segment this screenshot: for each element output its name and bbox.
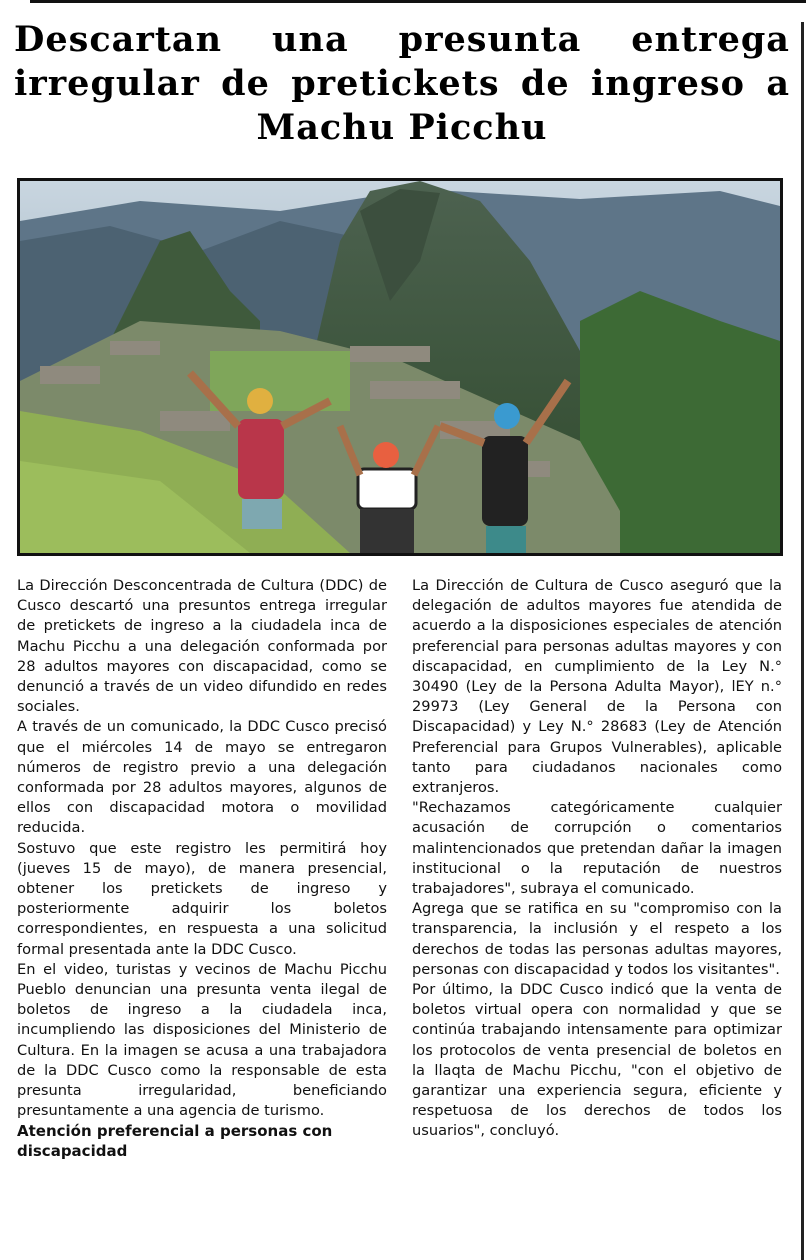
paragraph: A través de un comunicado, la DDC Cusco precisó que el miércoles 14 de mayo se entregaron números de registro previo a una delegación conformada por 28 adultos mayores, algunos de ellos con discapacidad motora o movilidad reducida.	[17, 718, 387, 837]
paragraph: "Rechazamos categóricamente cualquier acusación de corrupción o comentarios malintencionados que pretendan dañar la imagen institucional o la reputación de nuestros trabajadores", subraya el comunicado.	[412, 799, 782, 898]
paragraph: La Dirección de Cultura de Cusco aseguró que la delegación de adultos mayores fue atendida de acuerdo a la disposiciones especiales de atención preferencial para personas adultas mayores y con discapacidad, en cumplimiento de la Ley N.° 30490 (Ley de la Persona Adulta Mayor), lEY n.° 29973 (Ley General de la Persona con Discapacidad) y Ley N.° 28683 (Ley de Atención Preferencial para Grupos Vulnerables), aplicable tanto para ciudadanos nacionales como extranjeros.	[412, 577, 782, 797]
right-rule	[801, 22, 804, 1260]
machu-picchu-photo	[20, 181, 780, 553]
article-photo	[17, 178, 783, 556]
paragraph: La Dirección Desconcentrada de Cultura (DDC) de Cusco descartó una presuntos entrega irregular de pretickets de ingreso a la ciudadela inca de Machu Picchu a una delegación conformada por 28 adultos mayores con discapacidad, como se denunció a través de un video difundido en redes sociales.	[17, 577, 387, 716]
paragraph: Agrega que se ratifica en su "compromiso con la transparencia, la inclusión y el respeto a los derechos de todas las personas adultas mayores, personas con discapacidad y todos los visitantes".	[412, 900, 782, 978]
article-column-right	[412, 576, 782, 1142]
article-column-left	[17, 576, 387, 1161]
article-headline: Descartan una presunta entrega irregular de pretickets de ingreso a Machu Picchu	[14, 19, 790, 148]
section-subheading: Atención preferencial a personas con discapacidad	[17, 1122, 333, 1161]
paragraph: En el video, turistas y vecinos de Machu Picchu Pueblo denuncian una presunta venta ilegal de boletos de ingreso a la ciudadela inca, incumpliendo las disposiciones del Ministerio de Cultura. En la imagen se acusa a una trabajadora de la DDC Cusco como la responsable de esta presunta irregularidad, beneficiando presuntamente a una agencia de turismo.	[17, 960, 387, 1120]
paragraph: Por último, la DDC Cusco indicó que la venta de boletos virtual opera con normalidad y que se continúa trabajando intensamente para optimizar los protocolos de venta presencial de boletos en la llaqta de Machu Picchu, "con el objetivo de garantizar una experiencia segura, eficiente y respetuosa de los derechos de todos los usuarios", concluyó.	[412, 981, 782, 1140]
top-rule	[30, 0, 806, 3]
paragraph: Sostuvo que este registro les permitirá hoy (jueves 15 de mayo), de manera presencial, obtener los pretickets de ingreso y posteriormente adquirir los boletos correspondientes, en respuesta a una solicitud formal presentada ante la DDC Cusco.	[17, 839, 387, 958]
